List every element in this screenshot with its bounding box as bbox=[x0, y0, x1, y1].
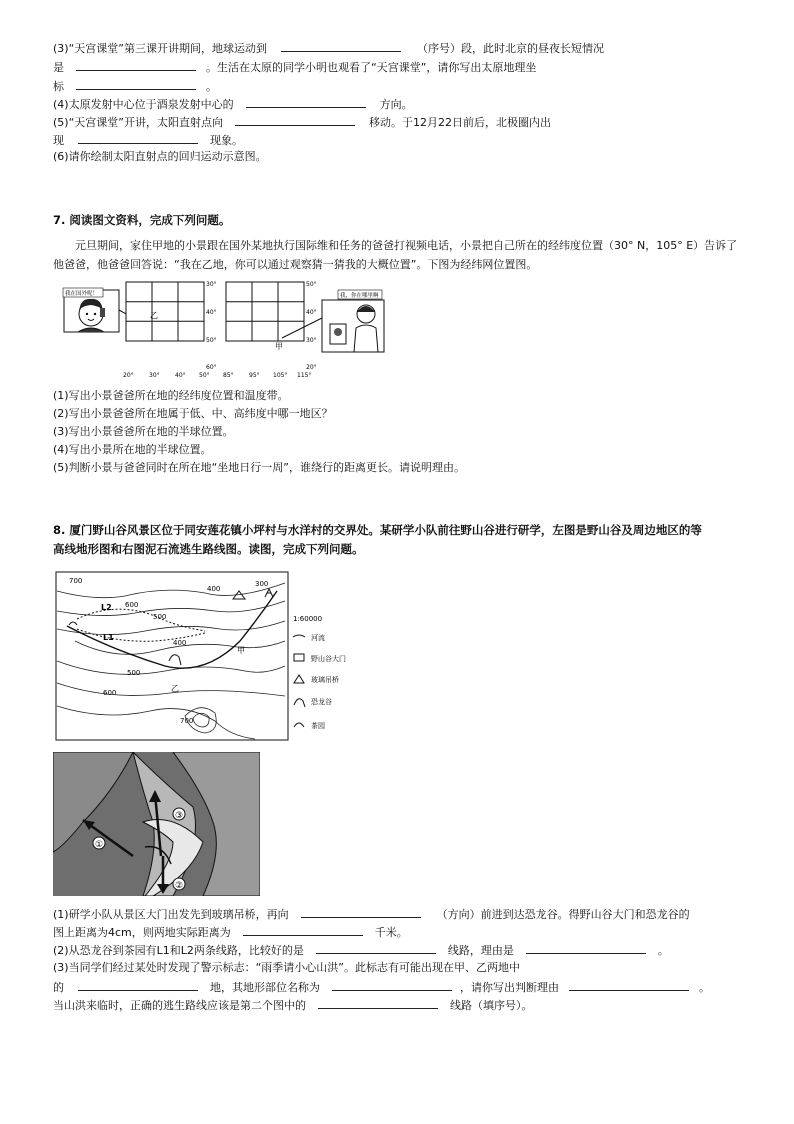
q6-4-text-b: 方向。 bbox=[379, 98, 413, 111]
q8-3-text-e: 。 bbox=[699, 981, 710, 994]
right-lat-label: 20° bbox=[306, 364, 317, 371]
q6-3-text-c: 是 bbox=[53, 61, 64, 74]
right-lat-label: 50° bbox=[306, 281, 317, 288]
q6-line-4 bbox=[53, 96, 413, 112]
q8-title-line-1: 8. 厦门野山谷风景区位于同安莲花镇小坪村与水洋村的交界处。某研学小队前往野山谷进行研学，左图是野山谷及周边地区的等 bbox=[53, 523, 702, 537]
q8-1-text-d: 千米。 bbox=[374, 926, 408, 939]
contour-map bbox=[55, 571, 385, 743]
point-yi: 乙 bbox=[150, 311, 158, 320]
q6-3-text-f: 。 bbox=[206, 80, 217, 93]
q7-question-5: (5)判断小景与爸爸同时在所在地“坐地日行一周”，谁绕行的距离更长。请说明理由。 bbox=[53, 461, 465, 474]
q6-5-text-b: 移动。于12月22日前后，北极圈内出 bbox=[368, 116, 551, 129]
q8-2-text-a: (2)从恐龙谷到茶园有L1和L2两条线路，比较好的是 bbox=[53, 944, 304, 957]
q8-3-blank-2[interactable] bbox=[332, 979, 452, 991]
q8-1-text-a: (1)研学小队从景区大门出发先到玻璃吊桥，再向 bbox=[53, 908, 289, 921]
q7-title: 7. 阅读图文资料，完成下列问题。 bbox=[53, 213, 231, 227]
left-lat-label: 30° bbox=[206, 281, 217, 288]
route-label-1: ① bbox=[95, 840, 104, 850]
legend-river: 河流 bbox=[311, 634, 325, 642]
right-lon-label: 115° bbox=[297, 372, 312, 379]
contour-label: 600 bbox=[103, 689, 117, 697]
dinosaur-icon bbox=[294, 699, 305, 707]
q6-5-blank-1[interactable] bbox=[235, 114, 355, 126]
q8-line-3c bbox=[53, 997, 533, 1013]
gate-icon bbox=[294, 654, 304, 661]
left-lon-label: 30° bbox=[149, 372, 160, 379]
escape-route-figure bbox=[53, 752, 260, 896]
speech-right: 我，你在哪里啊 bbox=[340, 293, 379, 299]
q8-line-3b bbox=[53, 979, 710, 995]
q8-3-text-b: 的 bbox=[53, 981, 64, 994]
right-lon-label: 85° bbox=[223, 372, 234, 379]
q7-question-1: (1)写出小景爸爸所在地的经纬度位置和温度带。 bbox=[53, 389, 289, 402]
right-lat-label: 30° bbox=[306, 337, 317, 344]
legend-bridge: 玻璃吊桥 bbox=[311, 676, 339, 684]
legend-tea-garden: 茶园 bbox=[311, 722, 325, 730]
q6-line-6: (6)请你绘制太阳直射点的回归运动示意图。 bbox=[53, 150, 267, 163]
q8-3-blank-4[interactable] bbox=[318, 997, 438, 1009]
q8-3-text-f: 当山洪来临时，正确的逃生路线应该是第二个图中的 bbox=[53, 999, 306, 1012]
q8-2-blank-2[interactable] bbox=[526, 942, 646, 954]
q8-2-text-b: 线路，理由是 bbox=[447, 944, 514, 957]
q6-line-3 bbox=[53, 40, 604, 56]
q6-5-text-d: 现象。 bbox=[210, 134, 243, 147]
q8-1-blank-2[interactable] bbox=[243, 924, 363, 936]
q6-3-blank-3[interactable] bbox=[76, 78, 196, 90]
bridge-icon bbox=[294, 675, 304, 683]
q8-3-text-d: ，请你写出判断理由 bbox=[460, 981, 559, 994]
contour-label: 300 bbox=[255, 580, 269, 588]
q8-3-text-c: 地，其地形部位名称为 bbox=[210, 981, 320, 994]
q6-3-text-d: 。生活在太原的同学小明也观看了“天宫课堂”，请你写出太原地理坐 bbox=[206, 61, 537, 74]
q8-1-text-c: 图上距离为4cm，则两地实际距离为 bbox=[53, 926, 231, 939]
grid-right bbox=[223, 281, 317, 379]
contour-label: 400 bbox=[207, 585, 221, 593]
speech-left: 我在国外呢！ bbox=[65, 291, 99, 297]
q6-line-3b bbox=[53, 59, 536, 75]
contour-label: 700 bbox=[180, 717, 194, 725]
father-illustration bbox=[322, 300, 384, 352]
left-lon-label: 40° bbox=[175, 372, 186, 379]
q6-5-text-c: 现 bbox=[53, 134, 64, 147]
q8-title-line-2: 高线地形图和右图泥石流逃生路线图。读图，完成下列问题。 bbox=[53, 542, 364, 556]
q6-line-5b bbox=[53, 132, 243, 148]
q6-line-5 bbox=[53, 114, 551, 130]
q6-5-text-a: (5)“天宫课堂”开讲，太阳直射点向 bbox=[53, 116, 223, 129]
route-label-l2: L2 bbox=[101, 603, 112, 612]
q6-3-text-b: （序号）段，此时北京的昼夜长短情况 bbox=[416, 42, 604, 55]
q6-3-blank-2[interactable] bbox=[76, 59, 196, 71]
route-label-2: ② bbox=[175, 881, 184, 891]
map-point-jia: 甲 bbox=[237, 646, 245, 655]
q6-3-blank-1[interactable] bbox=[281, 40, 401, 52]
q6-3-text-a: (3)“天宫课堂”第三课开讲期间，地球运动到 bbox=[53, 42, 267, 55]
left-lat-label: 50° bbox=[206, 337, 217, 344]
route-label-3: ③ bbox=[175, 811, 184, 821]
q7-question-4: (4)写出小景所在地的半球位置。 bbox=[53, 443, 212, 456]
q8-2-text-c: 。 bbox=[657, 944, 669, 957]
q8-1-text-b: （方向）前进到达恐龙谷。得野山谷大门和恐龙谷的 bbox=[436, 908, 690, 921]
legend-dinosaur-valley: 恐龙谷 bbox=[311, 698, 332, 706]
q8-line-1 bbox=[53, 906, 690, 922]
q7-question-2: (2)写出小景爸爸所在地属于低、中、高纬度中哪一地区？ bbox=[53, 407, 333, 420]
q6-4-text-a: (4)太原发射中心位于酒泉发射中心的 bbox=[53, 98, 234, 111]
grid-left bbox=[123, 281, 217, 379]
contour-label: 500 bbox=[127, 669, 141, 677]
q6-4-blank[interactable] bbox=[246, 96, 366, 108]
contour-label: 400 bbox=[173, 639, 187, 647]
q8-line-2 bbox=[53, 942, 669, 958]
q7-lat-lon-figure bbox=[60, 278, 390, 380]
right-lon-label: 105° bbox=[273, 372, 288, 379]
q7-passage: 元旦期间，家住甲地的小景跟在国外某地执行国际维和任务的爸爸打视频电话，小景把自己所在的经纬度位置（30° N，105° E）告诉了他爸爸，他爸爸回答说：“我在乙地，你可以通过观察猜一猜我的大概位置”。下图为经纬网位置图。 bbox=[53, 239, 738, 271]
q6-3-text-e: 标 bbox=[53, 80, 64, 93]
q7-question-3: (3)写出小景爸爸所在地的半球位置。 bbox=[53, 425, 234, 438]
q8-3-text-g: 线路（填序号）。 bbox=[450, 999, 533, 1012]
route-label-l1: L1 bbox=[103, 633, 114, 642]
left-lon-label: 20° bbox=[123, 372, 134, 379]
q8-line-3: (3)当同学们经过某处时发现了警示标志：“雨季请小心山洪”。此标志有可能出现在甲、乙两地中 bbox=[53, 961, 520, 974]
q6-line-3c bbox=[53, 78, 217, 94]
contour-label: 500 bbox=[153, 613, 167, 621]
legend-gate: 野山谷大门 bbox=[311, 655, 346, 663]
q8-3-blank-1[interactable] bbox=[78, 979, 198, 991]
left-lon-label: 50° bbox=[199, 372, 210, 379]
q6-5-blank-2[interactable] bbox=[78, 132, 198, 144]
right-lat-label: 40° bbox=[306, 309, 317, 316]
point-jia: 甲 bbox=[275, 342, 283, 351]
map-point-yi: 乙 bbox=[171, 684, 179, 693]
q8-2-blank-1[interactable] bbox=[316, 942, 436, 954]
contour-label: 600 bbox=[125, 601, 139, 609]
q8-3-blank-3[interactable] bbox=[569, 979, 689, 991]
left-lat-label: 40° bbox=[206, 309, 217, 316]
contour-label: 700 bbox=[69, 577, 83, 585]
tea-garden-icon bbox=[294, 723, 304, 727]
right-lon-label: 95° bbox=[249, 372, 260, 379]
q8-line-1b bbox=[53, 924, 408, 940]
q8-1-blank-1[interactable] bbox=[301, 906, 421, 918]
map-scale: 1:60000 bbox=[293, 615, 323, 623]
map-legend bbox=[293, 633, 346, 730]
left-lat-label: 60° bbox=[206, 364, 217, 371]
